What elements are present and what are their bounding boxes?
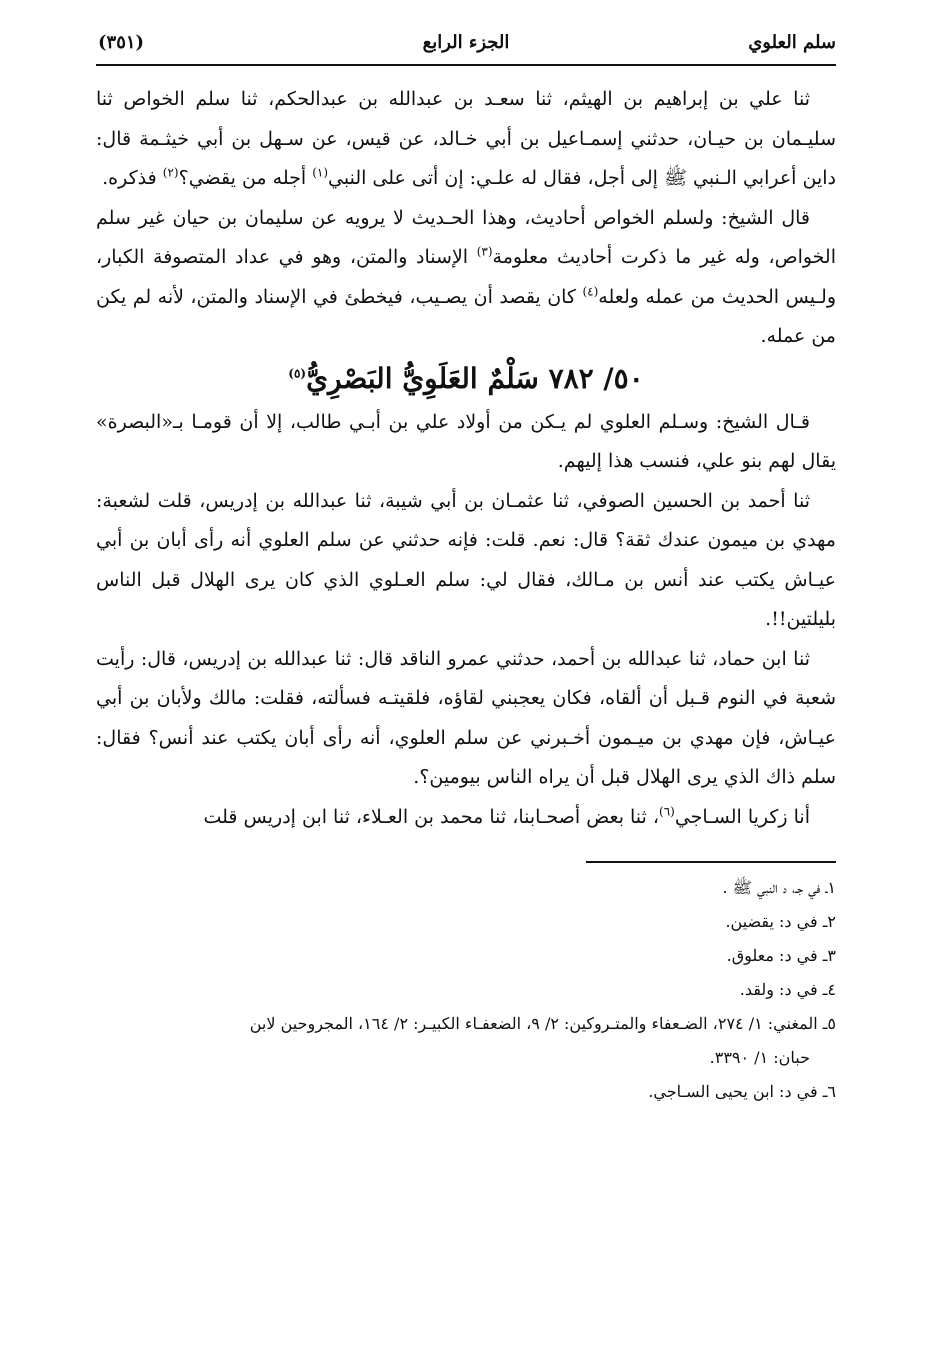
- footnote-6: ٦ـ في د: ابن يحيى السـاجي.: [648, 1082, 836, 1101]
- paragraph-1: [96, 80, 836, 199]
- running-header: [96, 28, 836, 66]
- paragraph-1-text-a: ثنا علي بن إبراهيم بن الهيثم، ثنا سعـد بن عبدالله بن عبدالحكم، ثنا سلم الخواص ثنا سليـمان بن حيـان، حدثني إسمـاعيل بن أبي خـالد، عن قيس، عن سـهل بن أبي خيثـمة قال: داين أعرابي الـنبي ﷺ إلى أجل، فقال له علـي: إن أتى على النبي: [96, 88, 836, 189]
- paragraph-5: ثنا ابن حماد، ثنا عبدالله بن أحمد، حدثني عمرو الناقد قال: ثنا عبدالله بن إدريس، قال: رأيت شعبة في النوم قـبل أن ألقاه، فكان يعجبني لقاؤه، فلقيتـه فسألته، فقلت: مالك ولأبان بن أبي عيـاش، فإن مهدي بن ميـمون أخـبرني عن سلم العلوي، أنه رأى أبان يكتب عند أنس؟ فقال: سلم ذاك الذي يرى الهلال قبل أن يراه الناس بيومين؟.: [96, 647, 836, 788]
- paragraph-6-text-b: ، ثنا بعض أصحـابنا، ثنا محمد بن العـلاء، ثنا ابن إدريس قلت: [203, 805, 659, 828]
- header-right-title: سلم العلوي: [748, 32, 836, 53]
- paragraph-2: [96, 199, 836, 357]
- footnote-1: ١ـ في جـ، د النبي ﷺ .: [722, 878, 836, 897]
- paragraph-1-text-b: أجله من يقضي؟: [178, 167, 307, 189]
- footnote-mark-2: (٢): [162, 165, 179, 180]
- footnote-mark-4: (٤): [582, 284, 599, 299]
- paragraph-6-text-a: أنا زكريا السـاجي: [674, 805, 810, 828]
- paragraph-4: ثنا أحمد بن الحسين الصوفي، ثنا عثمـان بن أبي شيبة، ثنا عبدالله بن إدريس، قلت لشعبة: مهدي بن ميمون عندك ثقة؟ قال: نعم. قلت: فإنه حدثني عن سلم العلوي أنه رأى أبان بن أبي عيـاش يكتب عند أنس بن مـالك، فقال لي: سلم العـلوي الذي كان يرى الهلال قبل الناس بليلتين!!.: [96, 489, 836, 630]
- entry-title-text: ٥٠/ ٧٨٢ سَلْمٌ العَلَوِيُّ البَصْرِيُّ: [306, 361, 644, 395]
- paragraph-2-text-a: قال الشيخ: ولسلم الخواص أحاديث، وهذا الحـديث لا يرويه عن سليمان بن حيان غير سلم الخواص، وله غير ما ذكرت أحاديث معلومة: [96, 206, 837, 268]
- footnote-separator: [586, 861, 836, 863]
- footnote-mark-6: (٦): [659, 804, 675, 819]
- footnote-mark-3: (٣): [476, 244, 493, 259]
- footnote-3: ٣ـ في د: معلوق.: [726, 946, 836, 965]
- footnotes: [96, 871, 836, 1109]
- paragraph-6: [96, 798, 836, 838]
- footnote-mark-1: (١): [312, 165, 329, 180]
- main-text: [96, 80, 836, 837]
- paragraph-2-text-b: الإسناد والمتن، وهو في عداد المتصوفة الكبار، ولـيس الحديث من عمله ولعله: [96, 246, 836, 308]
- entry-title: [96, 359, 836, 399]
- footnote-5-line-2: حبان: ١/ ٣٣٩٠.: [709, 1048, 810, 1067]
- page-number: (٣٥١): [98, 32, 145, 53]
- header-center-title: الجزء الرابع: [422, 32, 510, 53]
- paragraph-2-text-c: كان يقصد أن يصـيب، فيخطئ في الإسناد والمتن، لأنه لم يكن من عمله.: [96, 285, 836, 347]
- footnote-mark-5: (٥): [288, 366, 307, 381]
- footnote-2: ٢ـ في د: يقضين.: [725, 912, 836, 931]
- book-page: [96, 28, 836, 1328]
- footnote-4: ٤ـ في د: ولقد.: [739, 980, 836, 999]
- footnote-5: [96, 1007, 836, 1075]
- footnote-5-line-1: ٥ـ المغني: ١/ ٢٧٤، الضـعفاء والمتـروكين: ٢/ ٩، الضعفـاء الكبيـر: ٢/ ١٦٤، المجروحين لابن: [249, 1014, 836, 1033]
- paragraph-1-text-c: فذكره.: [102, 167, 157, 189]
- paragraph-3: قـال الشيخ: وسـلم العلوي لم يـكن من أولاد علي بن أبـي طالب، إلا أن قومـا بـ«البصرة» يقال لهم بنو علي، فنسب هذا إليهم.: [96, 410, 836, 472]
